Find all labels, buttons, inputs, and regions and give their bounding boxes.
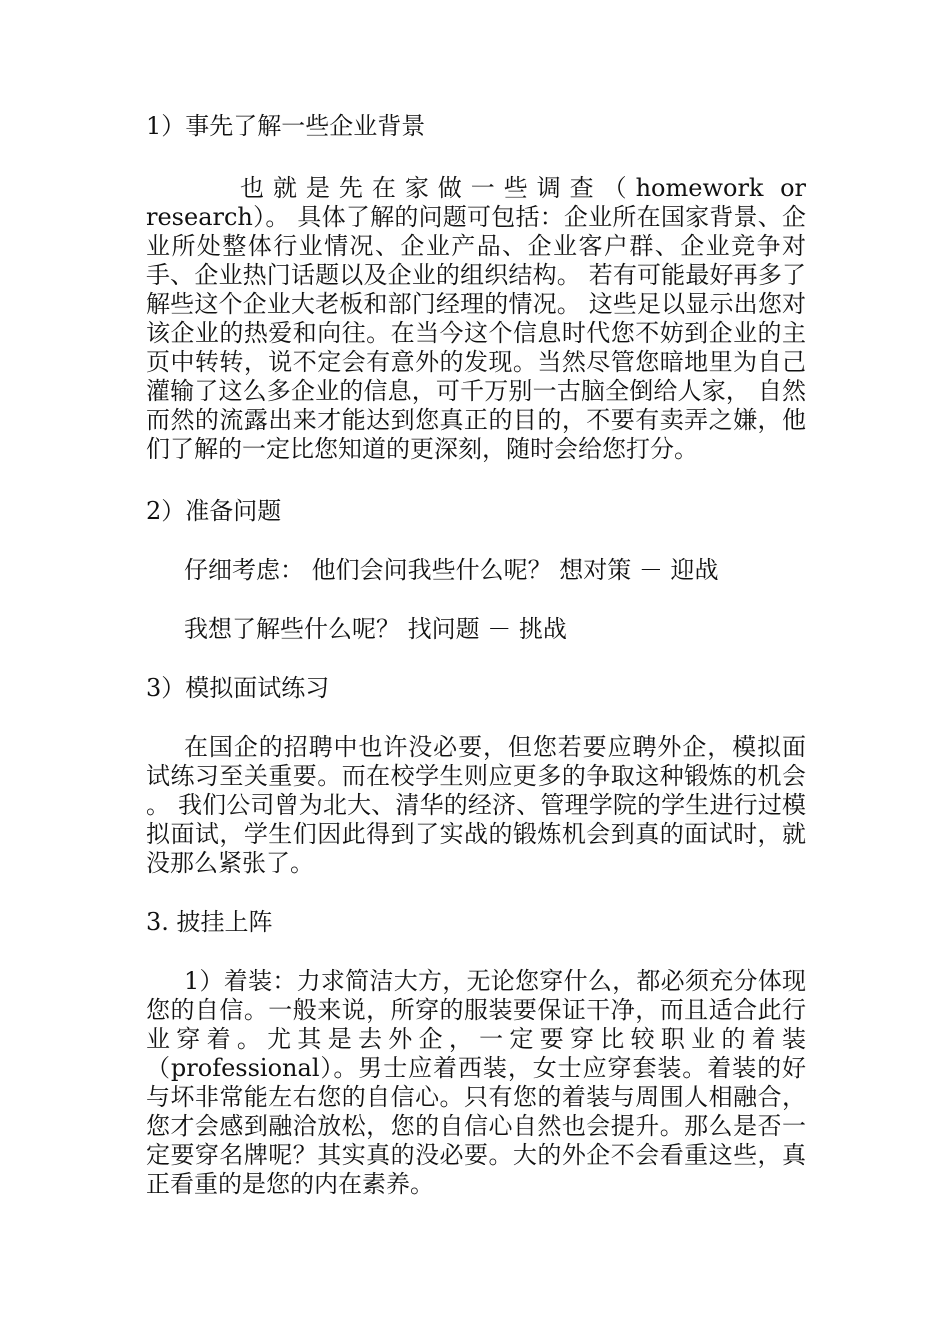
spacer	[146, 526, 806, 556]
section-heading-questions: 2）准备问题	[146, 497, 282, 525]
paragraph-background: 也就是先在家做一些调查（homework or research）。 具体了解的问题可包括：企业所在国家背景、企业所处整体行业情况、企业产品、企业客户群、企业竞争对手、企业热门话题以及企业的组织结构。 若有可能最好再多了解些这个企业大老板和部门经理的情况。 这些足以显示出您对该企业的热爱和向往。在当今这个信息时代您不妨到企业的主页中转转，说不定会有意外的发现。当然尽管您暗地里为自己灌输了这么多企业的信息，可千万别一古脑全倒给人家， 自然而然的流露出来才能达到您真正的目的，不要有卖弄之嫌，他们了解的一定比您知道的更深刻，随时会给您打分。	[146, 174, 806, 463]
question-item-strategy: 仔细考虑： 他们会问我些什么呢？ 想对策 － 迎战	[184, 556, 719, 584]
spacer	[146, 585, 806, 615]
section-heading-background: 1）事先了解一些企业背景	[146, 112, 426, 140]
spacer	[146, 937, 806, 967]
section-heading-go-to-battle: 3. 披挂上阵	[146, 908, 273, 936]
spacer	[146, 464, 806, 497]
document-page	[146, 112, 806, 1199]
spacer	[146, 878, 806, 908]
spacer	[146, 703, 806, 733]
question-item-challenge: 我想了解些什么呢？ 找问题 － 挑战	[184, 615, 567, 643]
spacer	[146, 141, 806, 174]
paragraph-mock-interview: 在国企的招聘中也许没必要，但您若要应聘外企，模拟面试练习至关重要。而在校学生则应更多的争取这种锻炼的机会 。 我们公司曾为北大、清华的经济、管理学院的学生进行过模拟面试，学生们因此得到了实战的锻炼机会到真的面试时，就没那么紧张了。	[146, 733, 806, 877]
spacer	[146, 644, 806, 674]
section-heading-mock-interview: 3）模拟面试练习	[146, 674, 330, 702]
paragraph-attire: 1）着装：力求简洁大方，无论您穿什么，都必须充分体现您的自信。一般来说，所穿的服装要保证干净，而且适合此行业穿着。尤其是去外企，一定要穿比较职业的着装（professional）。男士应着西装，女士应穿套装。着装的好与坏非常能左右您的自信心。只有您的着装与周围人相融合，您才会感到融洽放松，您的自信心自然也会提升。那么是否一定要穿名牌呢？其实真的没必要。大的外企不会看重这些，真正看重的是您的内在素养。	[146, 967, 806, 1198]
